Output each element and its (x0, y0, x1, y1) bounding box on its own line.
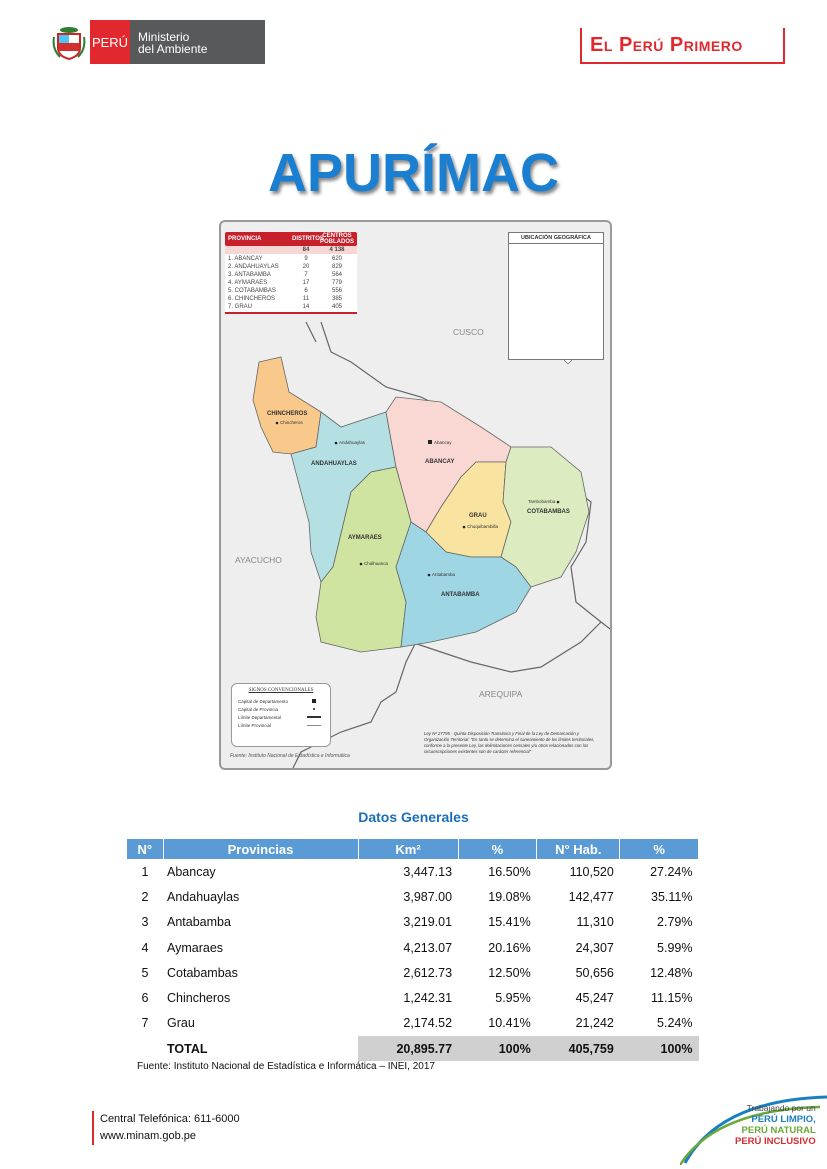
province-label-cotabambas: COTABAMBAS (527, 509, 570, 515)
capital-grau: Chuquibambilla (467, 524, 499, 529)
table-cell: 100% (458, 1036, 537, 1061)
location-title: UBICACIÓN GEOGRÁFICA (509, 233, 603, 244)
legend-item (238, 721, 324, 729)
mini-cell: 620 (331, 256, 342, 262)
col-header: Km² (358, 839, 458, 859)
mini-table-row (225, 279, 357, 287)
mini-cell: 2. ANDAHUAYLAS (228, 264, 279, 270)
mini-cell: 385 (331, 296, 342, 302)
col-header: Provincias (163, 839, 358, 859)
mini-cell: 14 (302, 304, 310, 310)
table-cell: TOTAL (167, 1041, 208, 1056)
mini-cell: 11 (302, 296, 310, 302)
table-row (127, 935, 699, 960)
page-title: APURÍMAC (268, 143, 559, 203)
law-note: Ley Nº 27795 - Quinta Disposición Transitoria y Final de la Ley de Demarcación y Organización Territorial: "En tanto se determina el saneamiento de los límites territoriales, conforme a la presente Ley, las delimitaciones censales y/u otros relacionados con las circunscripciones existentes son de carácter referencial" (424, 731, 595, 754)
table-cell: 2 (141, 889, 149, 904)
capital-andahuaylas: Andahuaylas (339, 440, 366, 445)
mini-cell: 17 (302, 280, 310, 286)
peru-brand: PERÚ (90, 20, 130, 64)
table-cell: 21,242 (575, 1016, 614, 1031)
table-cell: 110,520 (569, 864, 614, 879)
mini-table-row (225, 287, 357, 295)
mini-table-row (225, 255, 357, 263)
table-cell: 142,477 (568, 889, 614, 904)
table-cell: 50,656 (575, 965, 614, 980)
table-cell: 3 (141, 915, 149, 930)
ministry-brand (130, 20, 265, 64)
mini-cell: 7 (304, 272, 308, 278)
tagline-3: PERÚ NATURAL (741, 1125, 816, 1136)
province-label-aymaraes: AYMARAES (348, 535, 382, 541)
table-cell: 5.99% (657, 940, 693, 955)
mini-table-row (225, 271, 357, 279)
mini-cell: 6 (304, 288, 308, 294)
province-chincheros (253, 357, 321, 454)
footer-tagline (735, 1103, 816, 1147)
table-cell: 7 (141, 1016, 149, 1031)
provinces-table (127, 839, 699, 1061)
mini-table-row (225, 295, 357, 303)
mini-table-row (225, 263, 357, 271)
mini-cell: 84 (302, 247, 310, 253)
neighbor-arequipa: AREQUIPA (479, 689, 523, 699)
total-row (127, 1036, 699, 1061)
table-cell: Cotabambas (167, 965, 238, 980)
table-cell: 20,895.77 (358, 1036, 458, 1061)
mini-table-row (225, 303, 357, 311)
slogan-text: El Perú Primero (590, 34, 743, 56)
province-label-chincheros: CHINCHEROS (267, 411, 308, 417)
neighbor-cusco: CUSCO (453, 327, 484, 337)
col-header: % (620, 839, 699, 859)
table-cell: 12.50% (488, 965, 531, 980)
tagline-2: PERÚ LIMPIO, (751, 1114, 816, 1125)
square-symbol-icon (312, 699, 316, 703)
mini-table-header (225, 232, 357, 246)
table-cell: 45,247 (575, 991, 614, 1006)
province-label-grau: GRAU (469, 513, 487, 519)
mini-table-total (225, 246, 357, 254)
phone: Central Telefónica: 611-6000 (100, 1113, 240, 1125)
map-province-table (225, 232, 357, 314)
neighbor-ayacucho: AYACUCHO (235, 555, 282, 565)
mini-cell: 6. CHINCHEROS (228, 296, 276, 302)
table-cell: 35.11% (651, 889, 693, 904)
website-link[interactable]: www.minam.gob.pe (100, 1130, 196, 1142)
table-cell: 11.15% (651, 991, 693, 1006)
table-row (127, 910, 699, 935)
table-cell: 5.95% (495, 991, 531, 1006)
location-inset (508, 232, 604, 360)
legend-label: Capital de Departamento (238, 698, 289, 704)
table-cell: Grau (167, 1016, 195, 1031)
table-row (127, 1011, 699, 1036)
legend-item (238, 713, 324, 721)
table-cell: 5.24% (657, 1016, 693, 1031)
province-label-andahuaylas: ANDAHUAYLAS (311, 461, 357, 467)
mini-cell: 9 (304, 256, 308, 262)
table-cell: 3,447.13 (403, 864, 453, 879)
ministry-line1: Ministerio (138, 30, 190, 44)
table-cell: 19.08% (488, 889, 531, 904)
table-cell: 27.24% (650, 864, 693, 879)
table-row (127, 859, 699, 884)
legend-label: Límite Departamental (238, 714, 282, 720)
province-label-antabamba: ANTABAMBA (441, 592, 480, 598)
mini-cell: 5. COTABAMBAS (228, 288, 276, 294)
legend-label: Límite Provincial (238, 722, 272, 728)
mini-cell: 3. ANTABAMBA (228, 272, 271, 278)
table-cell: 6 (141, 991, 149, 1006)
table-row (127, 960, 699, 985)
mini-cell: 556 (331, 288, 342, 294)
table-cell: 100% (620, 1036, 699, 1061)
slogan-logo (580, 28, 785, 64)
mini-cell: 7. GRAU (228, 304, 253, 310)
mini-cell: 405 (331, 304, 342, 310)
legend-item (238, 705, 324, 713)
legend-title: SIGNOS CONVENCIONALES (248, 688, 314, 693)
capital-antabamba: Antabamba (432, 572, 456, 577)
table-cell: 2,174.52 (403, 1016, 453, 1031)
mini-cell: 779 (331, 280, 342, 286)
thin-line-icon (307, 725, 321, 726)
tagline-4: PERÚ INCLUSIVO (735, 1136, 816, 1147)
mini-cell: 4. AYMARAES (228, 280, 268, 286)
dot-symbol-icon (313, 708, 315, 710)
tagline-1: Trabajando por un (746, 1103, 816, 1113)
mini-cell: 4 138 (329, 247, 345, 253)
thick-line-icon (307, 716, 321, 718)
legend-item (238, 697, 324, 705)
table-source: Fuente: Instituto Nacional de Estadística e Informática – INEI, 2017 (137, 1061, 435, 1072)
table-cell: 12.48% (650, 965, 693, 980)
table-cell: 10.41% (488, 1016, 531, 1031)
col-header: N° Hab. (537, 839, 620, 859)
capital-abancay: Abancay (434, 440, 452, 445)
table-cell: 15.41% (488, 915, 531, 930)
table-cell: 11,310 (576, 915, 614, 930)
mini-cell: 564 (331, 272, 342, 278)
table-cell: 2,612.73 (403, 965, 453, 980)
table-row (127, 985, 699, 1010)
table-cell: Andahuaylas (167, 889, 240, 904)
table-cell: Antabamba (167, 915, 231, 930)
legend-label: Capital de Provincia (238, 706, 279, 712)
mini-cell: 1. ABANCAY (228, 256, 263, 262)
table-cell: Chincheros (167, 991, 231, 1006)
table-header-row (127, 839, 699, 859)
table-cell: 2.79% (657, 915, 693, 930)
col-header: N° (127, 839, 163, 859)
mini-cell: 20 (302, 264, 310, 270)
table-cell (127, 1036, 163, 1061)
table-cell: 24,307 (575, 940, 614, 955)
ministry-line2: del Ambiente (138, 42, 208, 56)
mini-header: CENTROS POBLADOS (320, 233, 355, 245)
table-title: Datos Generales (358, 809, 469, 825)
table-cell: 4,213.07 (403, 940, 453, 955)
table-cell: 16.50% (488, 864, 531, 879)
mini-table-rows (225, 254, 357, 314)
table-cell: 405,759 (537, 1036, 620, 1061)
table-cell: 4 (141, 940, 149, 955)
mini-header: DISTRITOS (292, 236, 324, 242)
table-cell: 20.16% (488, 940, 531, 955)
map-source: Fuente: Instituto Nacional de Estadística e Informática (230, 753, 350, 759)
province-label-abancay: ABANCAY (425, 459, 455, 465)
peru-coat-of-arms-logo (52, 25, 86, 61)
map-legend (231, 683, 331, 747)
capital-aymaraes: Chalhuanca (364, 561, 389, 566)
table-cell: 3,987.00 (403, 889, 453, 904)
table-cell: 1 (141, 864, 149, 879)
col-header: % (458, 839, 537, 859)
table-row (127, 884, 699, 909)
table-cell: 5 (141, 965, 149, 980)
capital-chincheros: Chincheros (280, 420, 303, 425)
mini-header: PROVINCIA (228, 236, 262, 242)
table-cell: 3,219.01 (403, 915, 453, 930)
mini-cell: 829 (331, 264, 342, 270)
table-cell: 1,242.31 (403, 991, 453, 1006)
table-cell: Abancay (167, 864, 216, 879)
capital-cotabambas: Tambobamba (528, 499, 556, 504)
table-cell: Aymaraes (167, 940, 224, 955)
contact-info (92, 1111, 240, 1145)
